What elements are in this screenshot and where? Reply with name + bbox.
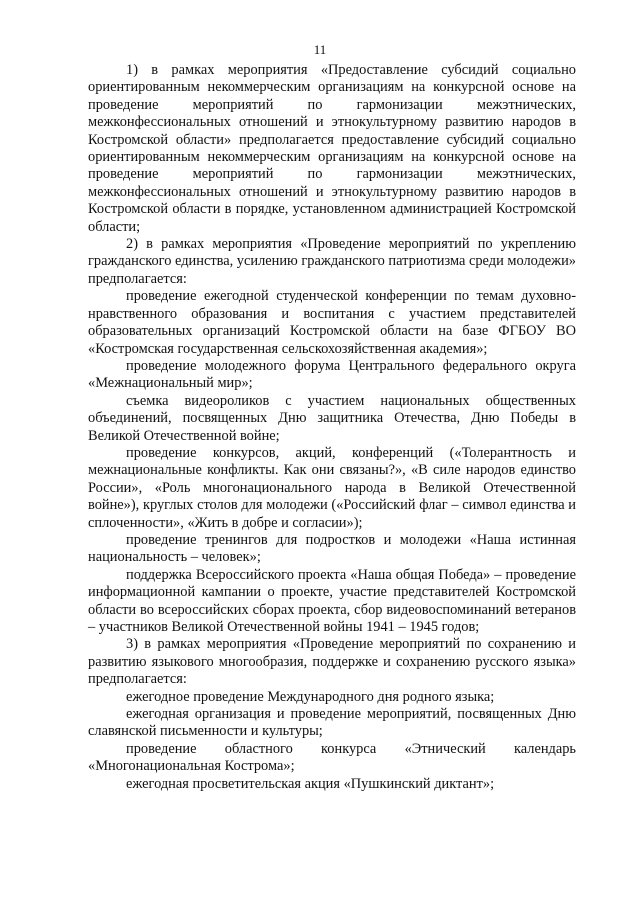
paragraph: проведение ежегодной студенческой конференции по темам духовно-нравственного образования и воспитания с участием представителей образовательных организаций Костромской области на базе ФГБОУ ВО «Костромская государственная сельскохозяйственная академия»; (88, 288, 576, 357)
paragraph: проведение молодежного форума Центрального федерального округа «Межнациональный мир»; (88, 357, 576, 392)
paragraph: проведение тренингов для подростков и молодежи «Наша истинная национальность – человек»; (88, 531, 576, 566)
paragraph: ежегодная организация и проведение мероприятий, посвященных Дню славянской письменности и культуры; (88, 706, 576, 740)
paragraph: 3) в рамках мероприятия «Проведение мероприятий по сохранению и развитию языкового многообразия, поддержке и сохранению русского языка» предполагается: (88, 636, 576, 688)
paragraph: ежегодное проведение Международного дня родного языка; (126, 688, 495, 705)
page-number: 11 (313, 42, 327, 57)
paragraph: проведение конкурсов, акций, конференций («Толерантность и межнациональные конфликты. Как они связаны?», «В силе народов единство России», «Роль многонационального народа в Великой Отечественной войне»), круглых столов для молодежи («Российский флаг – символ единства и сплоченности», «Жить в добре и согласии»); (88, 444, 576, 531)
paragraph: ежегодная просветительская акция «Пушкинский диктант»; (126, 775, 495, 792)
paragraph: поддержка Всероссийского проекта «Наша общая Победа» – проведение информационной кампании о проекте, участие представителей Костромской области во всероссийских сборах проекта, сбор видеовоспоминаний ветеранов – участников Великой Отечественной войны 1941 – 1945 годов; (88, 566, 576, 635)
paragraph: съемка видеороликов с участием национальных общественных объединений, посвященных Дню защитника Отечества, Дню Победы в Великой Отечественной войне; (88, 392, 576, 444)
paragraph: 2) в рамках мероприятия «Проведение мероприятий по укреплению гражданского единства, усилению гражданского патриотизма среди молодежи» предполагается: (88, 236, 576, 287)
paragraph: проведение областного конкурса «Этнический календарь «Многонациональная Кострома»; (88, 740, 576, 775)
document-body (88, 62, 576, 793)
paragraph: 1) в рамках мероприятия «Предоставление субсидий социально ориентированным некоммерческим организациям на конкурсной основе на проведение мероприятий по гармонизации межэтнических, межконфессиональных отношений и этнокультурному развитию народов в Костромской области» предполагается предоставление субсидий социально ориентированным некоммерческим организациям на конкурсной основе на проведение мероприятий по гармонизации межэтнических, межконфессиональных отношений и этнокультурному развитию народов в Костромской области в порядке, установленном администрацией Костромской области; (88, 62, 576, 235)
